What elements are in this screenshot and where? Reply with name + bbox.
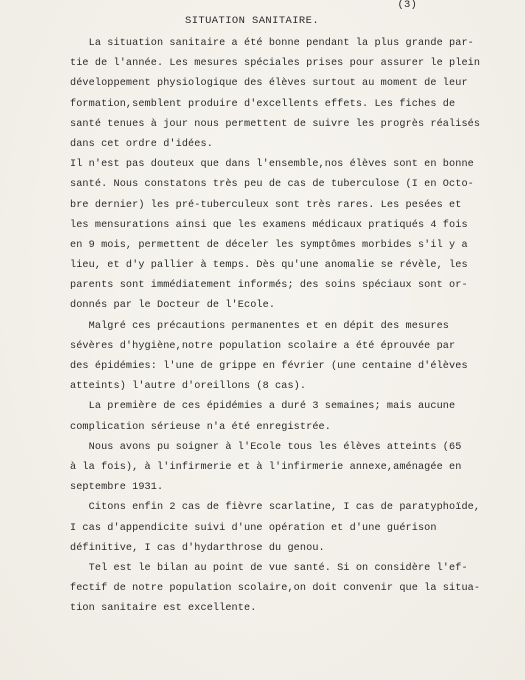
text-line: La situation sanitaire a été bonne pendant la plus grande par- [70,38,474,49]
page-title: SITUATION SANITAIRE. [185,15,320,27]
text-line: donnés par le Docteur de l'Ecole. [70,300,276,312]
text-line: Il n'est pas douteux que dans l'ensemble,nos élèves sont en bonne [70,159,474,171]
text-line: Tel est le bilan au point de vue santé. Si on considère l'ef- [70,562,468,574]
text-line: à la fois), à l'infirmerie et à l'infirmerie annexe,aménagée en [70,461,462,473]
text-line: Malgré ces précautions permanentes et en dépit des mesures [70,320,450,332]
text-line: tion sanitaire est excellente. [70,603,257,615]
text-line: complication sérieuse n'a été enregistrée. [70,421,331,433]
text-line: en 9 mois, permettent de déceler les symptômes morbides s'il y a [70,239,468,251]
text-line: bre dernier) les pré-tuberculeux sont très rares. Les pesées et [70,199,462,211]
text-line: Nous avons pu soigner à l'Ecole tous les élèves atteints (65 [70,441,462,453]
text-line: les mensurations ainsi que les examens médicaux pratiqués 4 fois [70,219,468,231]
text-line: dans cet ordre d'idées. [70,138,213,150]
text-line: fectif de notre population scolaire,on doit convenir que la situa- [70,583,481,595]
text-line: santé tenues à jour nous permettent de suivre les progrès réalisés [70,118,481,130]
text-line: parents sont immédiatement informés; des soins spéciaux sont or- [70,280,468,292]
text-line: sévères d'hygiène,notre population scolaire a été éprouvée par [70,340,456,352]
text-line: atteints) l'autre d'oreillons (8 cas). [70,381,307,393]
text-line: lieu, et d'y pallier à temps. Dès qu'une anomalie se révèle, les [70,260,468,272]
text-line: Citons enfin 2 cas de fièvre scarlatine, I cas de paratyphoïde, [70,502,481,514]
text-line: santé. Nous constatons très peu de cas de tuberculose (I en Octo- [70,179,474,191]
text-line: développement physiologique des élèves surtout au moment de leur [70,78,468,90]
page-number: (3) [397,0,417,11]
text-line: tie de l'année. Les mesures spéciales prises pour assurer le plein [70,58,481,70]
text-line: I cas d'appendicite suivi d'une opération et d'une guérison [70,522,437,534]
text-line: formation,semblent produire d'excellents effets. Les fiches de [70,98,456,110]
text-line: septembre 1931. [70,482,164,494]
document-body [70,34,515,619]
text-line: définitive, I cas d'hydarthrose du genou. [70,542,325,554]
text-line: des épidémies: l'une de grippe en février (une centaine d'élèves [70,361,468,372]
text-line: La première de ces épidémies a duré 3 semaines; mais aucune [70,401,456,413]
